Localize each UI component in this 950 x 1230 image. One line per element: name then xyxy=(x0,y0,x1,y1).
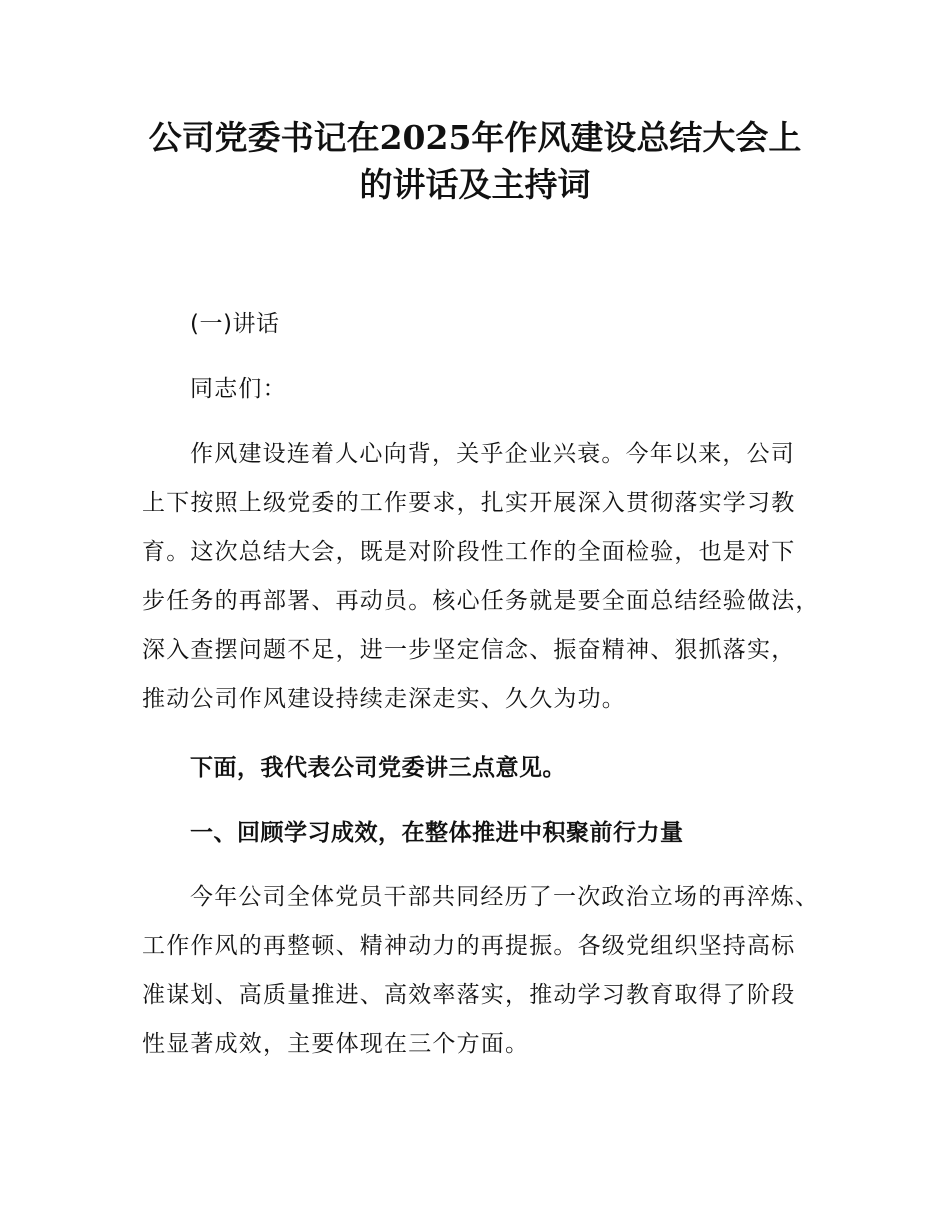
salutation: 同志们： xyxy=(190,376,287,402)
paragraph-3-line-4: 性显著成效，主要体现在三个方面。 xyxy=(142,1031,530,1057)
paragraph-2: 下面，我代表公司党委讲三点意见。 xyxy=(190,755,566,781)
paragraph-1-line-2: 上下按照上级党委的工作要求，扎实开展深入贯彻落实学习教 xyxy=(142,490,796,516)
paragraph-1-line-5: 深入查摆问题不足，进一步坚定信念、振奋精神、狠抓落实， xyxy=(142,637,796,663)
paragraph-1-line-1: 作风建设连着人心向背，关乎企业兴衰。今年以来，公司 xyxy=(190,441,795,467)
paragraph-3-line-1: 今年公司全体党员干部共同经历了一次政治立场的再淬炼、 xyxy=(190,884,820,910)
paragraph-3-line-2: 工作作风的再整顿、精神动力的再提振。各级党组织坚持高标 xyxy=(142,933,796,959)
section-label: (一)讲话 xyxy=(190,311,280,337)
paragraph-1-line-3: 育。这次总结大会，既是对阶段性工作的全面检验，也是对下 xyxy=(142,539,796,565)
paragraph-1-line-4: 步任务的再部署、再动员。核心任务就是要全面总结经验做法， xyxy=(142,588,820,614)
paragraph-1-line-6: 推动公司作风建设持续走深走实、久久为功。 xyxy=(142,686,626,712)
document-title-line-1: 公司党委书记在2025年作风建设总结大会上 xyxy=(148,118,802,157)
document-title-line-2: 的讲话及主持词 xyxy=(359,165,591,204)
paragraph-3-line-3: 准谋划、高质量推进、高效率落实，推动学习教育取得了阶段 xyxy=(142,982,796,1008)
section-heading-1: 一、回顾学习成效，在整体推进中积聚前行力量 xyxy=(190,820,684,846)
